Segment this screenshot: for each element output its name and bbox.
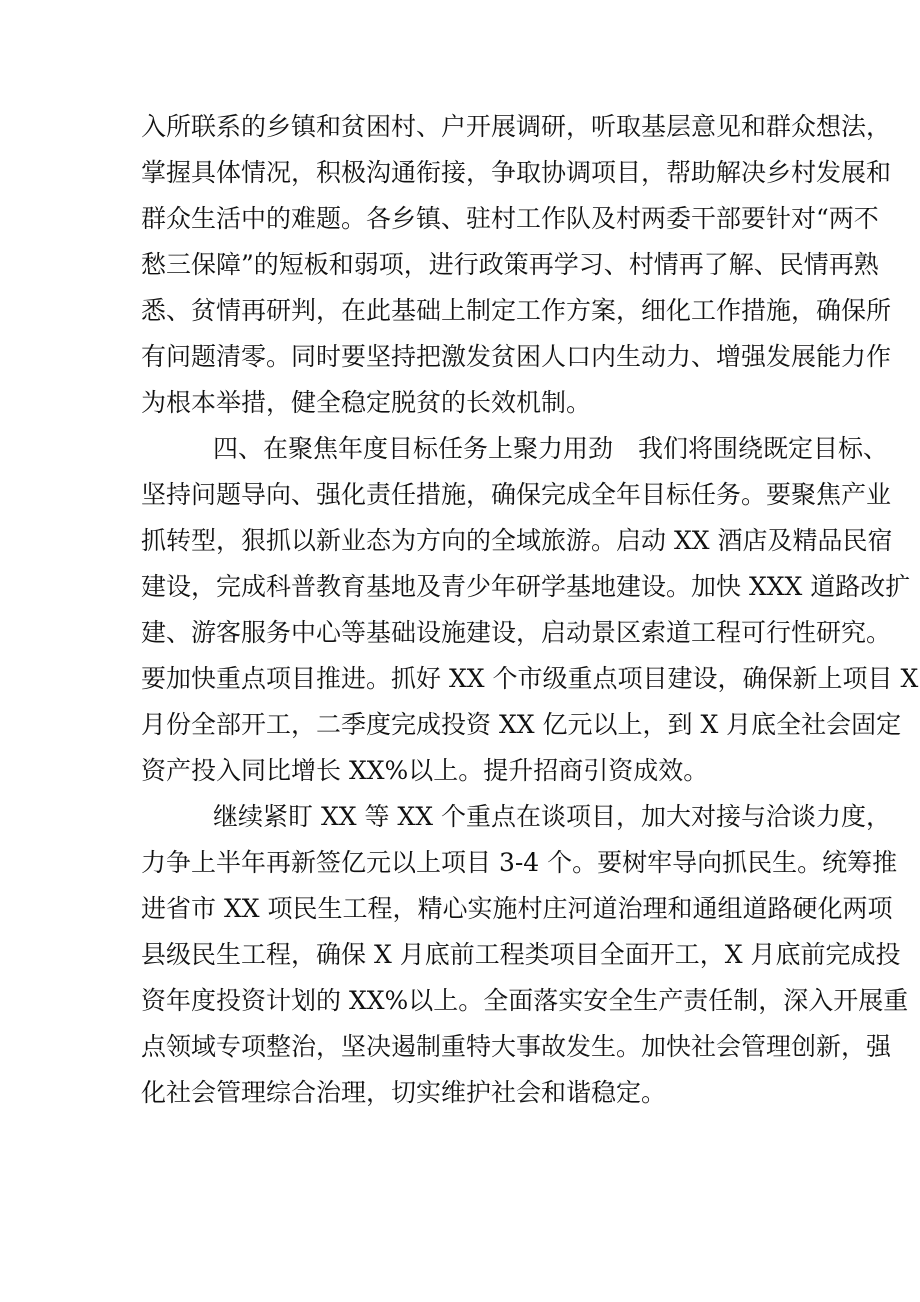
paragraph-line: 坚持问题导向、强化责任措施，确保完成全年目标任务。要聚焦产业	[141, 480, 892, 509]
paragraph-line: 群众生活中的难题。各乡镇、驻村工作队及村两委干部要针对“两不	[141, 204, 879, 233]
paragraph-line: 月份全部开工，二季度完成投资 XX 亿元以上，到 X 月底全社会固定	[141, 710, 902, 739]
paragraph-line: 化社会管理综合治理，切实维护社会和谐稳定。	[141, 1078, 667, 1107]
paragraph-line: 入所联系的乡镇和贫困村、户开展调研，听取基层意见和群众想法，	[141, 112, 892, 141]
paragraph-line: 掌握具体情况，积极沟通衔接，争取协调项目，帮助解决乡村发展和	[141, 158, 892, 187]
paragraph-line: 悉、贫情再研判，在此基础上制定工作方案，细化工作措施，确保所	[141, 296, 892, 325]
paragraph-line: 进省市 XX 项民生工程，精心实施村庄河道治理和通组道路硬化两项	[141, 894, 893, 923]
paragraph-line: 要加快重点项目推进。抓好 XX 个市级重点项目建设，确保新上项目 X	[141, 664, 919, 693]
paragraph-line: 继续紧盯 XX 等 XX 个重点在谈项目，加大对接与洽谈力度，	[213, 802, 891, 831]
paragraph-line: 资产投入同比增长 XX%以上。提升招商引资成效。	[141, 756, 709, 785]
section-heading-line: 四、在聚焦年度目标任务上聚力用劲 我们将围绕既定目标、	[213, 434, 889, 463]
paragraph-line: 建设，完成科普教育基地及青少年研学基地建设。加快 XXX 道路改扩	[141, 572, 911, 601]
paragraph-line: 抓转型，狠抓以新业态为方向的全域旅游。启动 XX 酒店及精品民宿	[141, 526, 893, 555]
paragraph-line: 为根本举措，健全稳定脱贫的长效机制。	[141, 388, 592, 417]
paragraph-line: 建、游客服务中心等基础设施建设，启动景区索道工程可行性研究。	[141, 618, 892, 647]
paragraph-line: 愁三保障”的短板和弱项，进行政策再学习、村情再了解、民情再熟	[141, 250, 879, 279]
paragraph-line: 有问题清零。同时要坚持把激发贫困人口内生动力、增强发展能力作	[141, 342, 892, 371]
paragraph-line: 力争上半年再新签亿元以上项目 3-4 个。要树牢导向抓民生。统筹推	[141, 848, 898, 877]
paragraph-line: 资年度投资计划的 XX%以上。全面落实安全生产责任制，深入开展重	[141, 986, 909, 1015]
paragraph-line: 点领域专项整治，坚决遏制重特大事故发生。加快社会管理创新，强	[141, 1032, 892, 1061]
paragraph-line: 县级民生工程，确保 X 月底前工程类项目全面开工，X 月底前完成投	[141, 940, 901, 969]
